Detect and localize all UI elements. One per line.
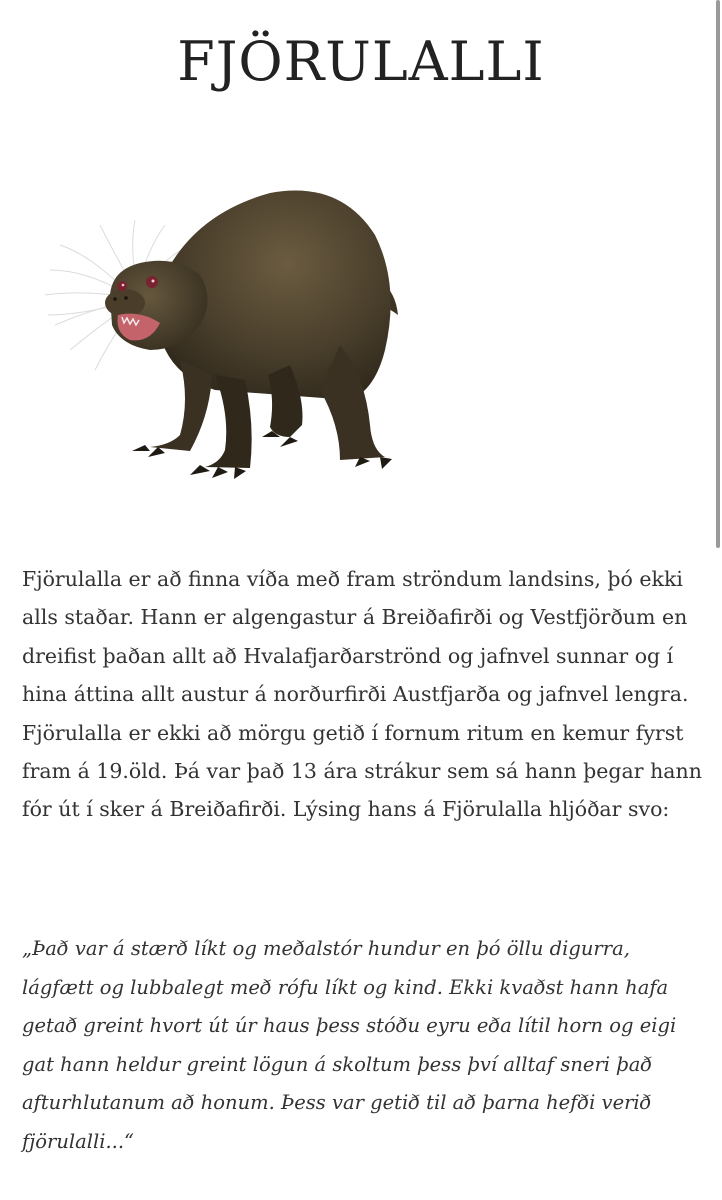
front-leg-left: [150, 360, 212, 451]
vertical-scrollbar[interactable]: [714, 0, 722, 1200]
scrollbar-thumb[interactable]: [716, 0, 720, 548]
article-body-paragraph: Fjörulalla er að finna víða með fram ströndum landsins, þó ekki alls staðar. Hann er algengastur á Breiðafirði og Vestfjörðum en dreifist þaðan allt að Hvalafjarðarströnd og jafnvel sunnar og í hina áttina allt austur á norðurfirði Austfjarða og jafnvel lengra. Fjörulalla er ekki að mörgu getið í fornum ritum en kemur fyrst fram á 19.öld. Þá var það 13 ára strákur sem sá hann þegar hann fór út í sker á Breiðafirði. Lýsing hans á Fjörulalla hljóðar svo:: [22, 567, 702, 822]
snout: [105, 289, 145, 317]
eye-left: [117, 281, 127, 291]
page-title: FJÖRULALLI: [177, 30, 545, 93]
article-quote-paragraph: „Það var á stærð líkt og meðalstór hundur en þó öllu digurra, lágfætt og lubbalegt með rófu líkt og kind. Ekki kvaðst hann hafa getað greint hvort út úr haus þess stóðu eyru eða lítil horn og eigi gat hann heldur greint lögun á skoltum þess því alltaf sneri það afturhlutanum að honum. Þess var getið til að þarna hefði verið fjörulalli...“: [22, 937, 677, 1153]
creature-illustration: [40, 175, 420, 495]
